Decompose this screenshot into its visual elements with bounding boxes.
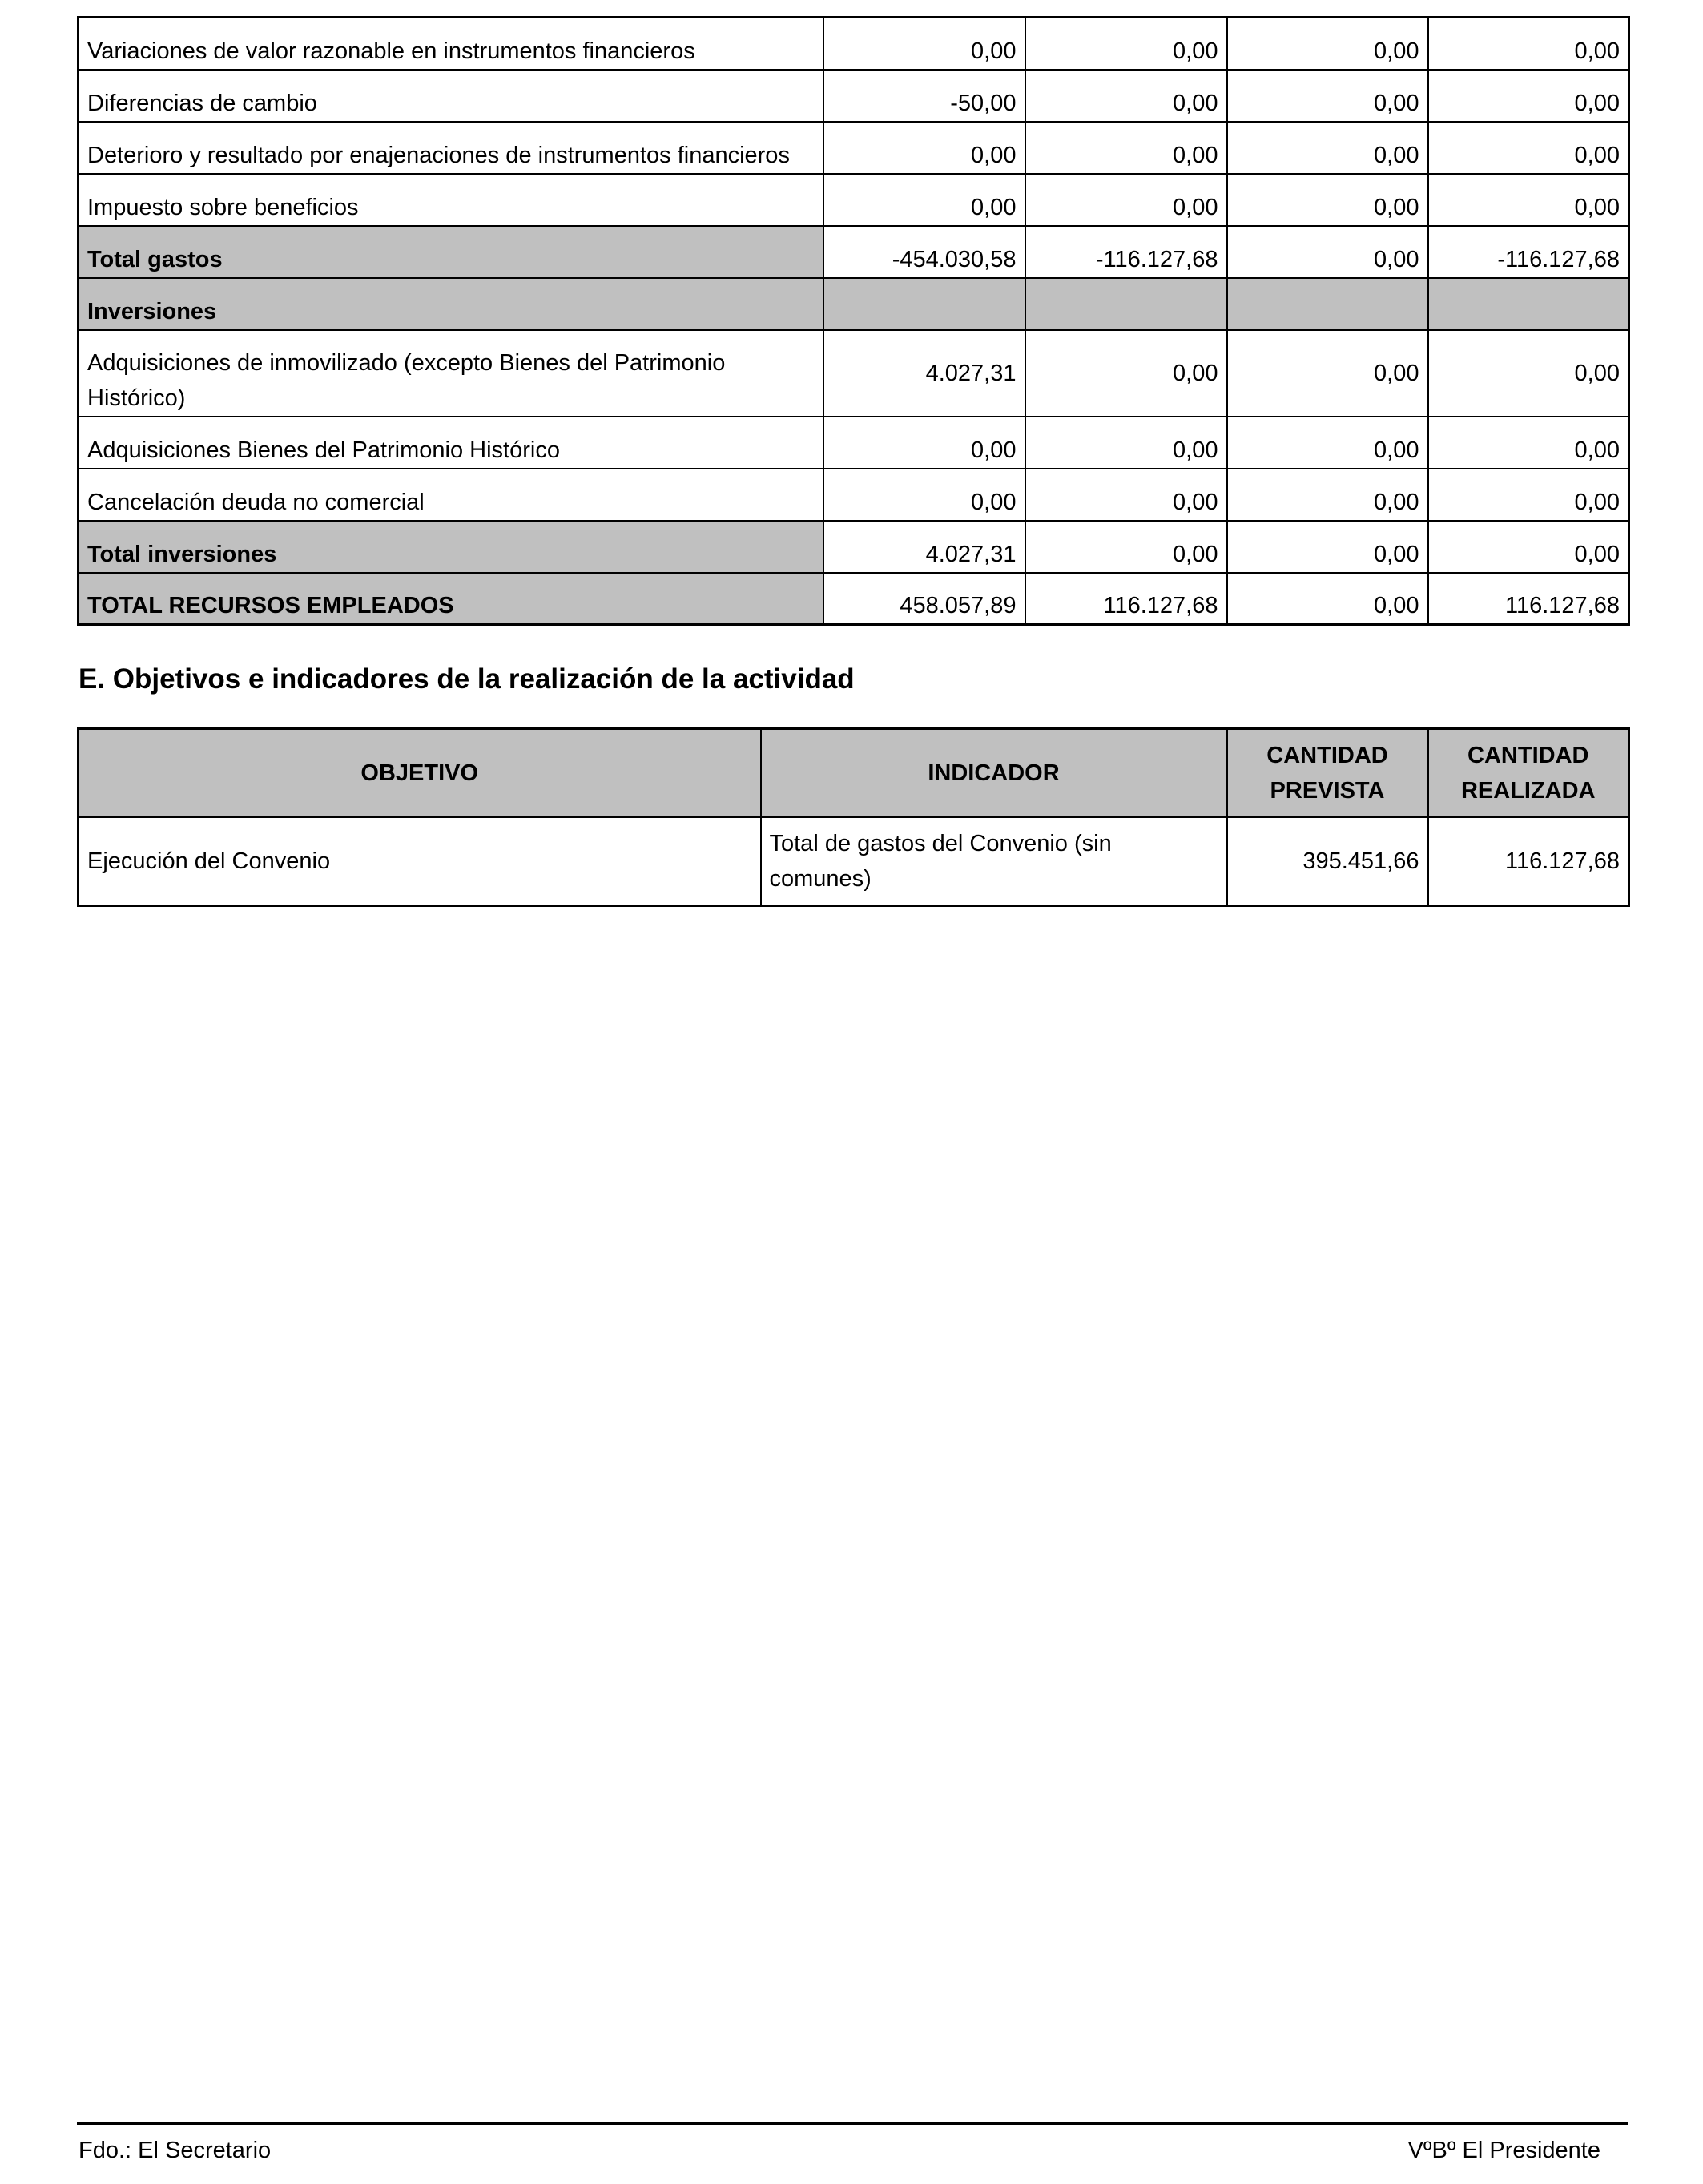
row-value: 0,00 — [1428, 521, 1629, 573]
row-value: -116.127,68 — [1025, 226, 1227, 278]
row-value: -50,00 — [823, 70, 1025, 122]
row-value: 0,00 — [823, 122, 1025, 174]
total-recursos-row — [79, 573, 1629, 625]
row-value — [1025, 278, 1227, 330]
objetivo-cell: Ejecución del Convenio — [79, 817, 761, 906]
row-value: 0,00 — [823, 174, 1025, 226]
row-value: 0,00 — [1227, 573, 1428, 625]
header-indicador: INDICADOR — [761, 729, 1227, 818]
row-label: Deterioro y resultado por enajenaciones de instrumentos financieros — [79, 122, 823, 174]
row-value: 458.057,89 — [823, 573, 1025, 625]
row-label: Total inversiones — [79, 521, 823, 573]
table-row — [79, 122, 1629, 174]
table-row — [79, 469, 1629, 521]
row-value: 0,00 — [1428, 417, 1629, 469]
row-value: 0,00 — [1025, 174, 1227, 226]
row-value: 0,00 — [1428, 469, 1629, 521]
row-label: TOTAL RECURSOS EMPLEADOS — [79, 573, 823, 625]
row-value: 0,00 — [1025, 417, 1227, 469]
row-label: Variaciones de valor razonable en instrumentos financieros — [79, 18, 823, 70]
header-cantidad-prevista: CANTIDAD PREVISTA — [1227, 729, 1428, 818]
table-row — [79, 18, 1629, 70]
objectives-table — [77, 727, 1630, 907]
row-value: 0,00 — [1025, 122, 1227, 174]
footer-divider — [77, 2122, 1628, 2125]
row-value: -116.127,68 — [1428, 226, 1629, 278]
cantidad-realizada-cell: 116.127,68 — [1428, 817, 1629, 906]
row-value: 0,00 — [1227, 469, 1428, 521]
row-value: 4.027,31 — [823, 521, 1025, 573]
row-value: 0,00 — [1227, 417, 1428, 469]
table-row — [79, 417, 1629, 469]
row-value: 0,00 — [1025, 70, 1227, 122]
resources-table — [77, 16, 1630, 626]
row-value: 0,00 — [823, 469, 1025, 521]
table-row — [79, 330, 1629, 417]
row-value: 0,00 — [1227, 174, 1428, 226]
row-value — [1428, 278, 1629, 330]
row-value: -454.030,58 — [823, 226, 1025, 278]
row-value: 0,00 — [1025, 521, 1227, 573]
indicador-cell: Total de gastos del Convenio (sin comunes) — [761, 817, 1227, 906]
table-row — [79, 70, 1629, 122]
header-objetivo: OBJETIVO — [79, 729, 761, 818]
row-value: 0,00 — [1227, 122, 1428, 174]
footer-presidente: VºBº El Presidente — [1407, 2138, 1600, 2163]
section-e-title: E. Objetivos e indicadores de la realización de la actividad — [79, 663, 855, 695]
table-header-row — [79, 729, 1629, 818]
table-row — [79, 174, 1629, 226]
total-gastos-row — [79, 226, 1629, 278]
row-value: 0,00 — [1025, 18, 1227, 70]
row-value: 0,00 — [823, 417, 1025, 469]
row-value — [1227, 278, 1428, 330]
row-label: Diferencias de cambio — [79, 70, 823, 122]
row-value: 0,00 — [1428, 18, 1629, 70]
row-value — [823, 278, 1025, 330]
row-value: 0,00 — [1428, 122, 1629, 174]
cantidad-prevista-cell: 395.451,66 — [1227, 817, 1428, 906]
row-value: 0,00 — [1227, 330, 1428, 417]
row-value: 0,00 — [1227, 18, 1428, 70]
row-value: 0,00 — [1428, 174, 1629, 226]
row-label: Cancelación deuda no comercial — [79, 469, 823, 521]
row-value: 0,00 — [1025, 330, 1227, 417]
inversiones-header-row — [79, 278, 1629, 330]
row-value: 0,00 — [1428, 70, 1629, 122]
row-label: Inversiones — [79, 278, 823, 330]
row-label: Adquisiciones de inmovilizado (excepto Bienes del Patrimonio Histórico) — [79, 330, 823, 417]
row-value: 0,00 — [1025, 469, 1227, 521]
header-cantidad-realizada: CANTIDAD REALIZADA — [1428, 729, 1629, 818]
row-value: 0,00 — [1227, 226, 1428, 278]
row-value: 0,00 — [823, 18, 1025, 70]
row-value: 116.127,68 — [1428, 573, 1629, 625]
row-value: 0,00 — [1428, 330, 1629, 417]
row-label: Adquisiciones Bienes del Patrimonio Histórico — [79, 417, 823, 469]
row-label: Total gastos — [79, 226, 823, 278]
row-value: 0,00 — [1227, 521, 1428, 573]
row-value: 0,00 — [1227, 70, 1428, 122]
row-value: 4.027,31 — [823, 330, 1025, 417]
table-row — [79, 817, 1629, 906]
row-label: Impuesto sobre beneficios — [79, 174, 823, 226]
row-value: 116.127,68 — [1025, 573, 1227, 625]
total-inversiones-row — [79, 521, 1629, 573]
footer-secretario: Fdo.: El Secretario — [79, 2138, 272, 2163]
